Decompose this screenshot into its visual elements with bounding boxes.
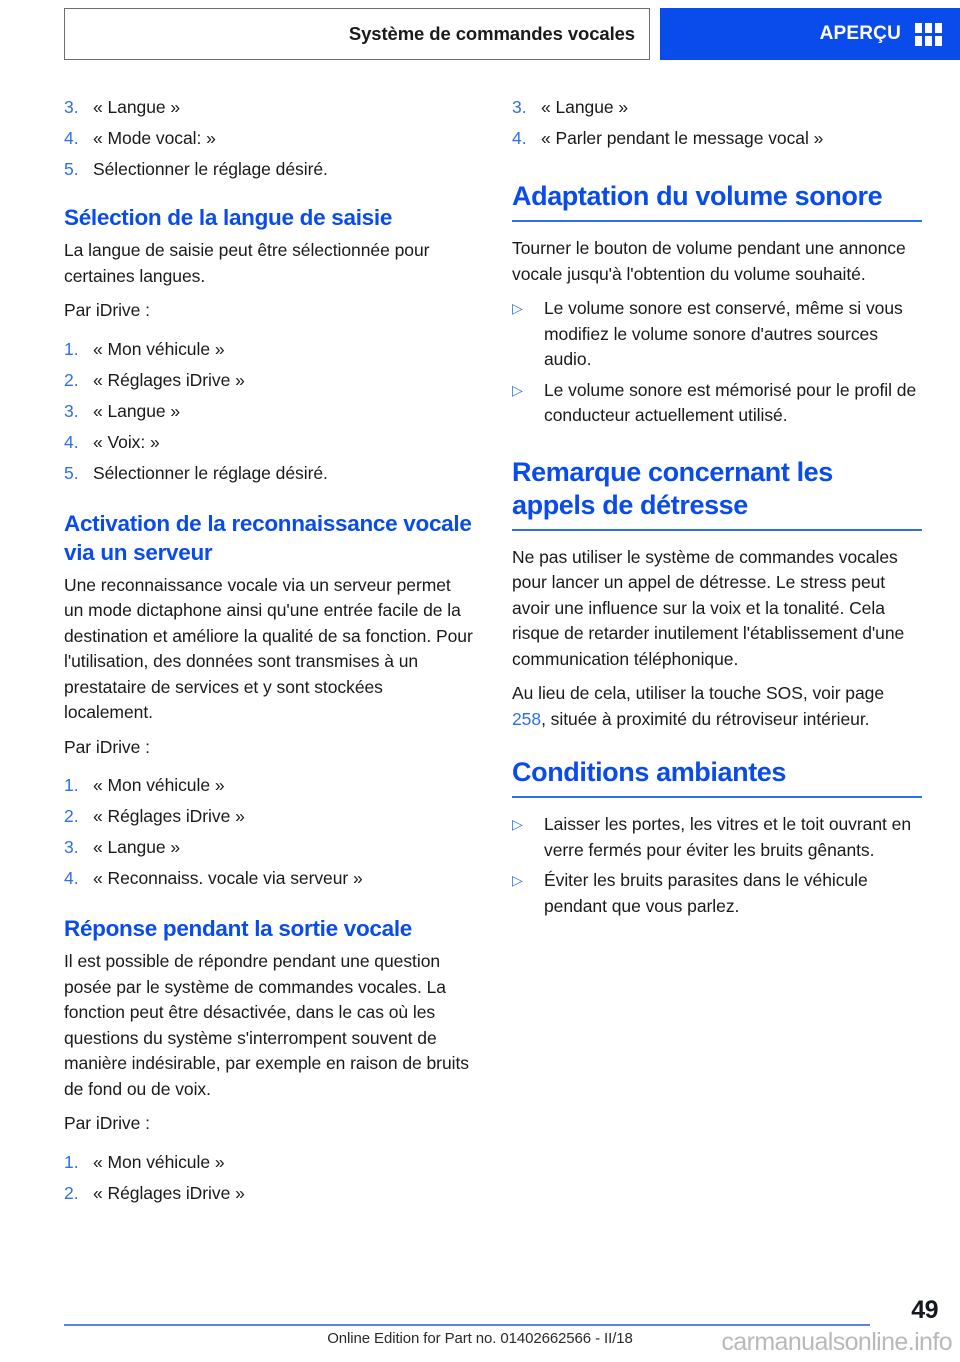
right-bullets-section-1 (512, 296, 922, 429)
list-item (64, 154, 474, 185)
page-columns (0, 92, 960, 1209)
list-text: Sélectionner le réglage désiré. (93, 462, 328, 483)
list-marker: 2. (64, 1182, 79, 1203)
header-chapter-tab (64, 8, 650, 60)
heading-reponse-pendant-sortie-vocale: Réponse pendant la sortie vocale (64, 916, 413, 941)
paragraph-appels-de-detresse-1: Ne pas utiliser le système de commandes vocales pour lancer un appel de détresse. Le stress peut avoir une influence sur la voix et la tonalité. Cela risque de retarder inutilement l'établissement d'une communication téléphonique. (512, 546, 905, 669)
list-text: « Réglages iDrive » (93, 1182, 245, 1203)
header-overview-chip[interactable] (660, 8, 960, 60)
list-text: « Langue » (93, 400, 181, 421)
triangle-bullet-icon: ▷ (512, 381, 523, 398)
paragraph-text-after-xref: , située à proximité du rétroviseur intérieur. (541, 708, 870, 729)
paragraph-reponse-pendant-sortie-vocale: Il est possible de répondre pendant une question posée par le système de commandes vocales. La fonction peut être désactivée, dans le cas où les questions du système s'interrompent souvent de manière indésirable, par exemple en raison de bruits de fond ou de voix. (64, 951, 469, 1099)
list-text: « Réglages iDrive » (93, 369, 245, 390)
page-footer (0, 1290, 960, 1362)
list-item (64, 334, 474, 365)
heading-conditions-ambiantes: Conditions ambiantes (512, 757, 787, 787)
heading-activation-reconnaissance-vocale: Activation de la reconnaissance vocale via un serveur (64, 510, 472, 565)
list-marker: 1. (64, 775, 79, 795)
list-marker: 5. (64, 462, 79, 483)
lead-in-par-idrive-3: Par iDrive : (64, 1113, 150, 1133)
bullet-text: Le volume sonore est conservé, même si vous modifiez le volume sonore d'autres sources audio. (544, 298, 903, 369)
paragraph-selection-langue-saisie: La langue de saisie peut être sélectionnée pour certaines langues. (64, 240, 430, 286)
list-marker: 4. (512, 128, 527, 148)
heading-remarque-appels-de-detresse: Remarque concernant les appels de détresse (512, 456, 833, 520)
list-text: « Langue » (93, 97, 181, 117)
footer-divider (64, 1324, 870, 1326)
list-text: « Réglages iDrive » (93, 806, 245, 826)
triangle-bullet-icon: ▷ (512, 872, 523, 888)
list-item (512, 296, 922, 373)
triangle-bullet-icon: ▷ (512, 300, 523, 316)
page-cross-reference[interactable]: 258 (512, 708, 542, 729)
heading-adaptation-du-volume-sonore: Adaptation du volume sonore (512, 181, 883, 211)
bullet-text: Laisser les portes, les vitres et le toit ouvrant en verre fermés pour éviter les bruits gênants. (544, 814, 912, 860)
header-overview-label: APERÇU (819, 23, 901, 44)
list-item (64, 365, 474, 396)
list-item (64, 396, 474, 427)
paragraph-text-before-xref: Au lieu de cela, utiliser la touche SOS, voir page (512, 683, 885, 703)
list-item (64, 92, 474, 123)
list-marker: 2. (64, 369, 79, 390)
list-item (64, 801, 474, 832)
page-header (0, 8, 960, 62)
list-marker: 3. (64, 400, 79, 421)
list-item (64, 458, 474, 489)
paragraph-activation-reconnaissance-vocale: Une reconnaissance vocale via un serveur permet un mode dictaphone ainsi qu'une entrée facile de la destination et améliore la qualité de sa fonction. Pour l'utilisation, des données sont transmises à un prestataire de services et y sont stockées localement. (64, 574, 473, 722)
list-text: « Mon véhicule » (93, 775, 225, 795)
list-item (512, 812, 922, 863)
list-item (64, 1147, 474, 1178)
right-continued-list (512, 92, 922, 154)
paragraph-adaptation-du-volume-sonore: Tourner le bouton de volume pendant une annonce vocale jusqu'à l'obtention du volume souhaité. (512, 238, 906, 284)
list-text: « Mon véhicule » (93, 1151, 225, 1172)
bullet-text: Éviter les bruits parasites dans le véhicule pendant que vous parlez. (544, 870, 868, 916)
list-item (64, 770, 474, 801)
page-number: 49 (911, 1296, 938, 1324)
list-text: « Parler pendant le message vocal » (541, 128, 824, 148)
lead-in-par-idrive-1: Par iDrive : (64, 300, 150, 320)
list-marker: 3. (64, 97, 79, 117)
list-marker: 4. (64, 128, 79, 148)
triangle-bullet-icon: ▷ (512, 816, 523, 832)
list-item (512, 92, 922, 123)
lead-in-par-idrive-2: Par iDrive : (64, 736, 150, 757)
list-item (512, 868, 922, 919)
list-item (64, 1178, 474, 1209)
list-text: « Langue » (541, 97, 629, 117)
list-text: « Voix: » (93, 431, 160, 452)
list-marker: 3. (512, 97, 527, 117)
header-chapter-title: Système de commandes vocales (348, 23, 635, 44)
list-marker: 2. (64, 806, 79, 826)
list-marker: 1. (64, 1151, 79, 1172)
left-continued-list (64, 92, 474, 185)
heading-selection-langue-saisie: Sélection de la langue de saisie (64, 205, 393, 230)
left-list-section-1 (64, 334, 474, 489)
list-marker: 5. (64, 159, 79, 179)
list-marker: 1. (64, 338, 79, 359)
list-item (64, 427, 474, 458)
footer-edition-note: Online Edition for Part no. 01402662566 - II/18 (327, 1330, 633, 1347)
list-text: Sélectionner le réglage désiré. (93, 159, 328, 179)
list-marker: 4. (64, 431, 79, 452)
right-bullets-section-3 (512, 812, 922, 919)
list-text: « Mon véhicule » (93, 338, 225, 359)
list-marker: 3. (64, 837, 79, 857)
list-item (64, 832, 474, 863)
watermark: carmanualsonline.info (721, 1328, 952, 1356)
bullet-text: Le volume sonore est mémorisé pour le profil de conducteur actuellement utilisé. (544, 379, 917, 425)
left-column (64, 92, 474, 1209)
right-column (512, 92, 922, 1209)
list-item (512, 123, 922, 154)
left-list-section-3 (64, 1147, 474, 1209)
left-list-section-2 (64, 770, 474, 894)
grid-icon (915, 23, 942, 46)
list-text: « Reconnaiss. vocale via serveur » (93, 868, 363, 888)
list-marker: 4. (64, 868, 79, 888)
list-text: « Mode vocal: » (93, 128, 216, 148)
list-item (64, 863, 474, 894)
list-text: « Langue » (93, 837, 181, 857)
list-item (64, 123, 474, 154)
list-item (512, 378, 922, 429)
paragraph-appels-de-detresse-2 (512, 681, 922, 732)
